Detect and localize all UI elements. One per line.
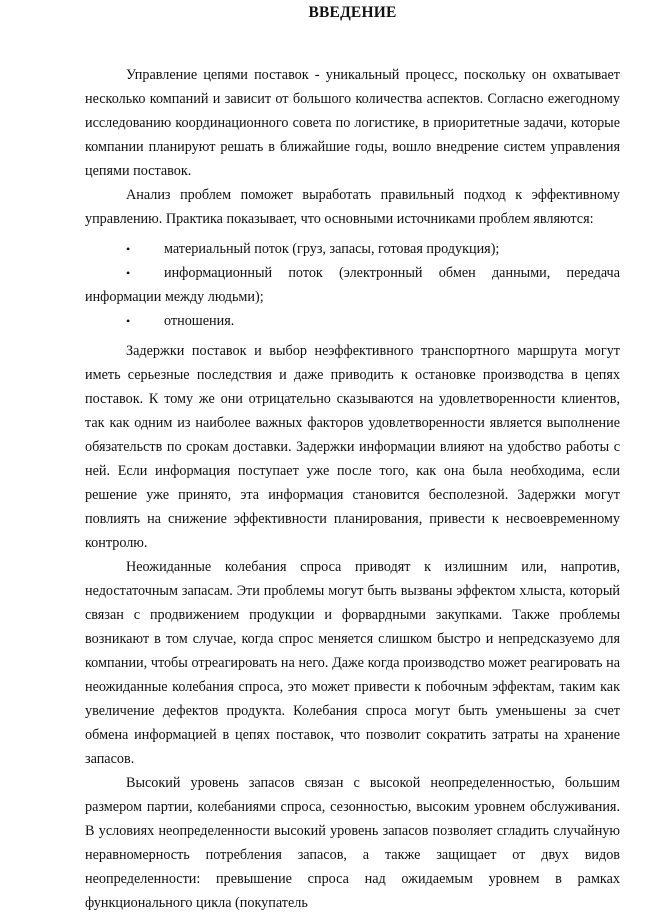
list-item-text: отношения. [164, 313, 235, 329]
paragraph-demand: Неожиданные колебания спроса приводят к излишним или, напротив, недостаточным запасам. Эти проблемы могут быть вызваны эффектом хлыста, который связан с продвижением продукции и форвардными закупками. Также проблемы возникают в том случае, когда спрос меняется слишком быстро и непредсказуемо для компании, чтобы отреагировать на него. Даже когда производство может реагировать на неожиданные колебания спроса, это может привести к побочным эффектам, таким как увеличение дефектов продукта. Колебания спроса могут быть уменьшены за счет обмена информацией в цепях поставок, что позволит сократить затраты на хранение запасов. [85, 559, 620, 767]
list-item [85, 309, 620, 333]
paragraph-analysis: Анализ проблем поможет выработать правильный подход к эффективному управлению. Практика показывает, что основными источниками проблем являются: [85, 187, 620, 227]
list-item [85, 237, 620, 261]
paragraph-delays: Задержки поставок и выбор неэффективного транспортного маршрута могут иметь серьезные последствия и даже приводить к остановке производства в цепях поставок. К тому же они отрицательно сказываются на удовлетворенности клиентов, так как одним из наиболее важных факторов удовлетворенности является выполнение обязательств по срокам доставки. Задержки информации влияют на удобство работы с ней. Если информация поступает уже после того, как она была необходима, если решение уже принято, эта информация становится бесполезной. Задержки могут повлиять на снижение эффективности планирования, привести к несвоевременному контролю. [85, 343, 620, 551]
list-item-text: информационный поток (электронный обмен данными, передача информации между людьми); [85, 265, 620, 305]
bullet-icon: • [126, 242, 131, 256]
bullet-icon: • [126, 266, 131, 280]
list-item-text: материальный поток (груз, запасы, готовая продукция); [164, 241, 500, 257]
document-page [85, 0, 620, 915]
paragraph-intro: Управление цепями поставок - уникальный процесс, поскольку он охватывает несколько компаний и зависит от большого количества аспектов. Согласно ежегодному исследованию координационного совета по логистике, в приоритетные задачи, которые компании планируют решать в ближайшие годы, вошло внедрение систем управления цепями поставок. [85, 67, 620, 179]
paragraph-inventory: Высокий уровень запасов связан с высокой неопределенностью, большим размером партии, колебаниями спроса, сезонностью, высоким уровнем обслуживания. В условиях неопределенности высокий уровень запасов позволяет сгладить случайную неравномерность потребления запасов, а также защищает от двух видов неопределенности: превышение спроса над ожидаемым уровнем в рамках функционального цикла (покупатель [85, 775, 620, 911]
problem-sources-list [85, 237, 620, 333]
document-title: ВВЕДЕНИЕ [308, 4, 397, 21]
list-item [85, 261, 620, 309]
bullet-icon: • [126, 314, 131, 328]
